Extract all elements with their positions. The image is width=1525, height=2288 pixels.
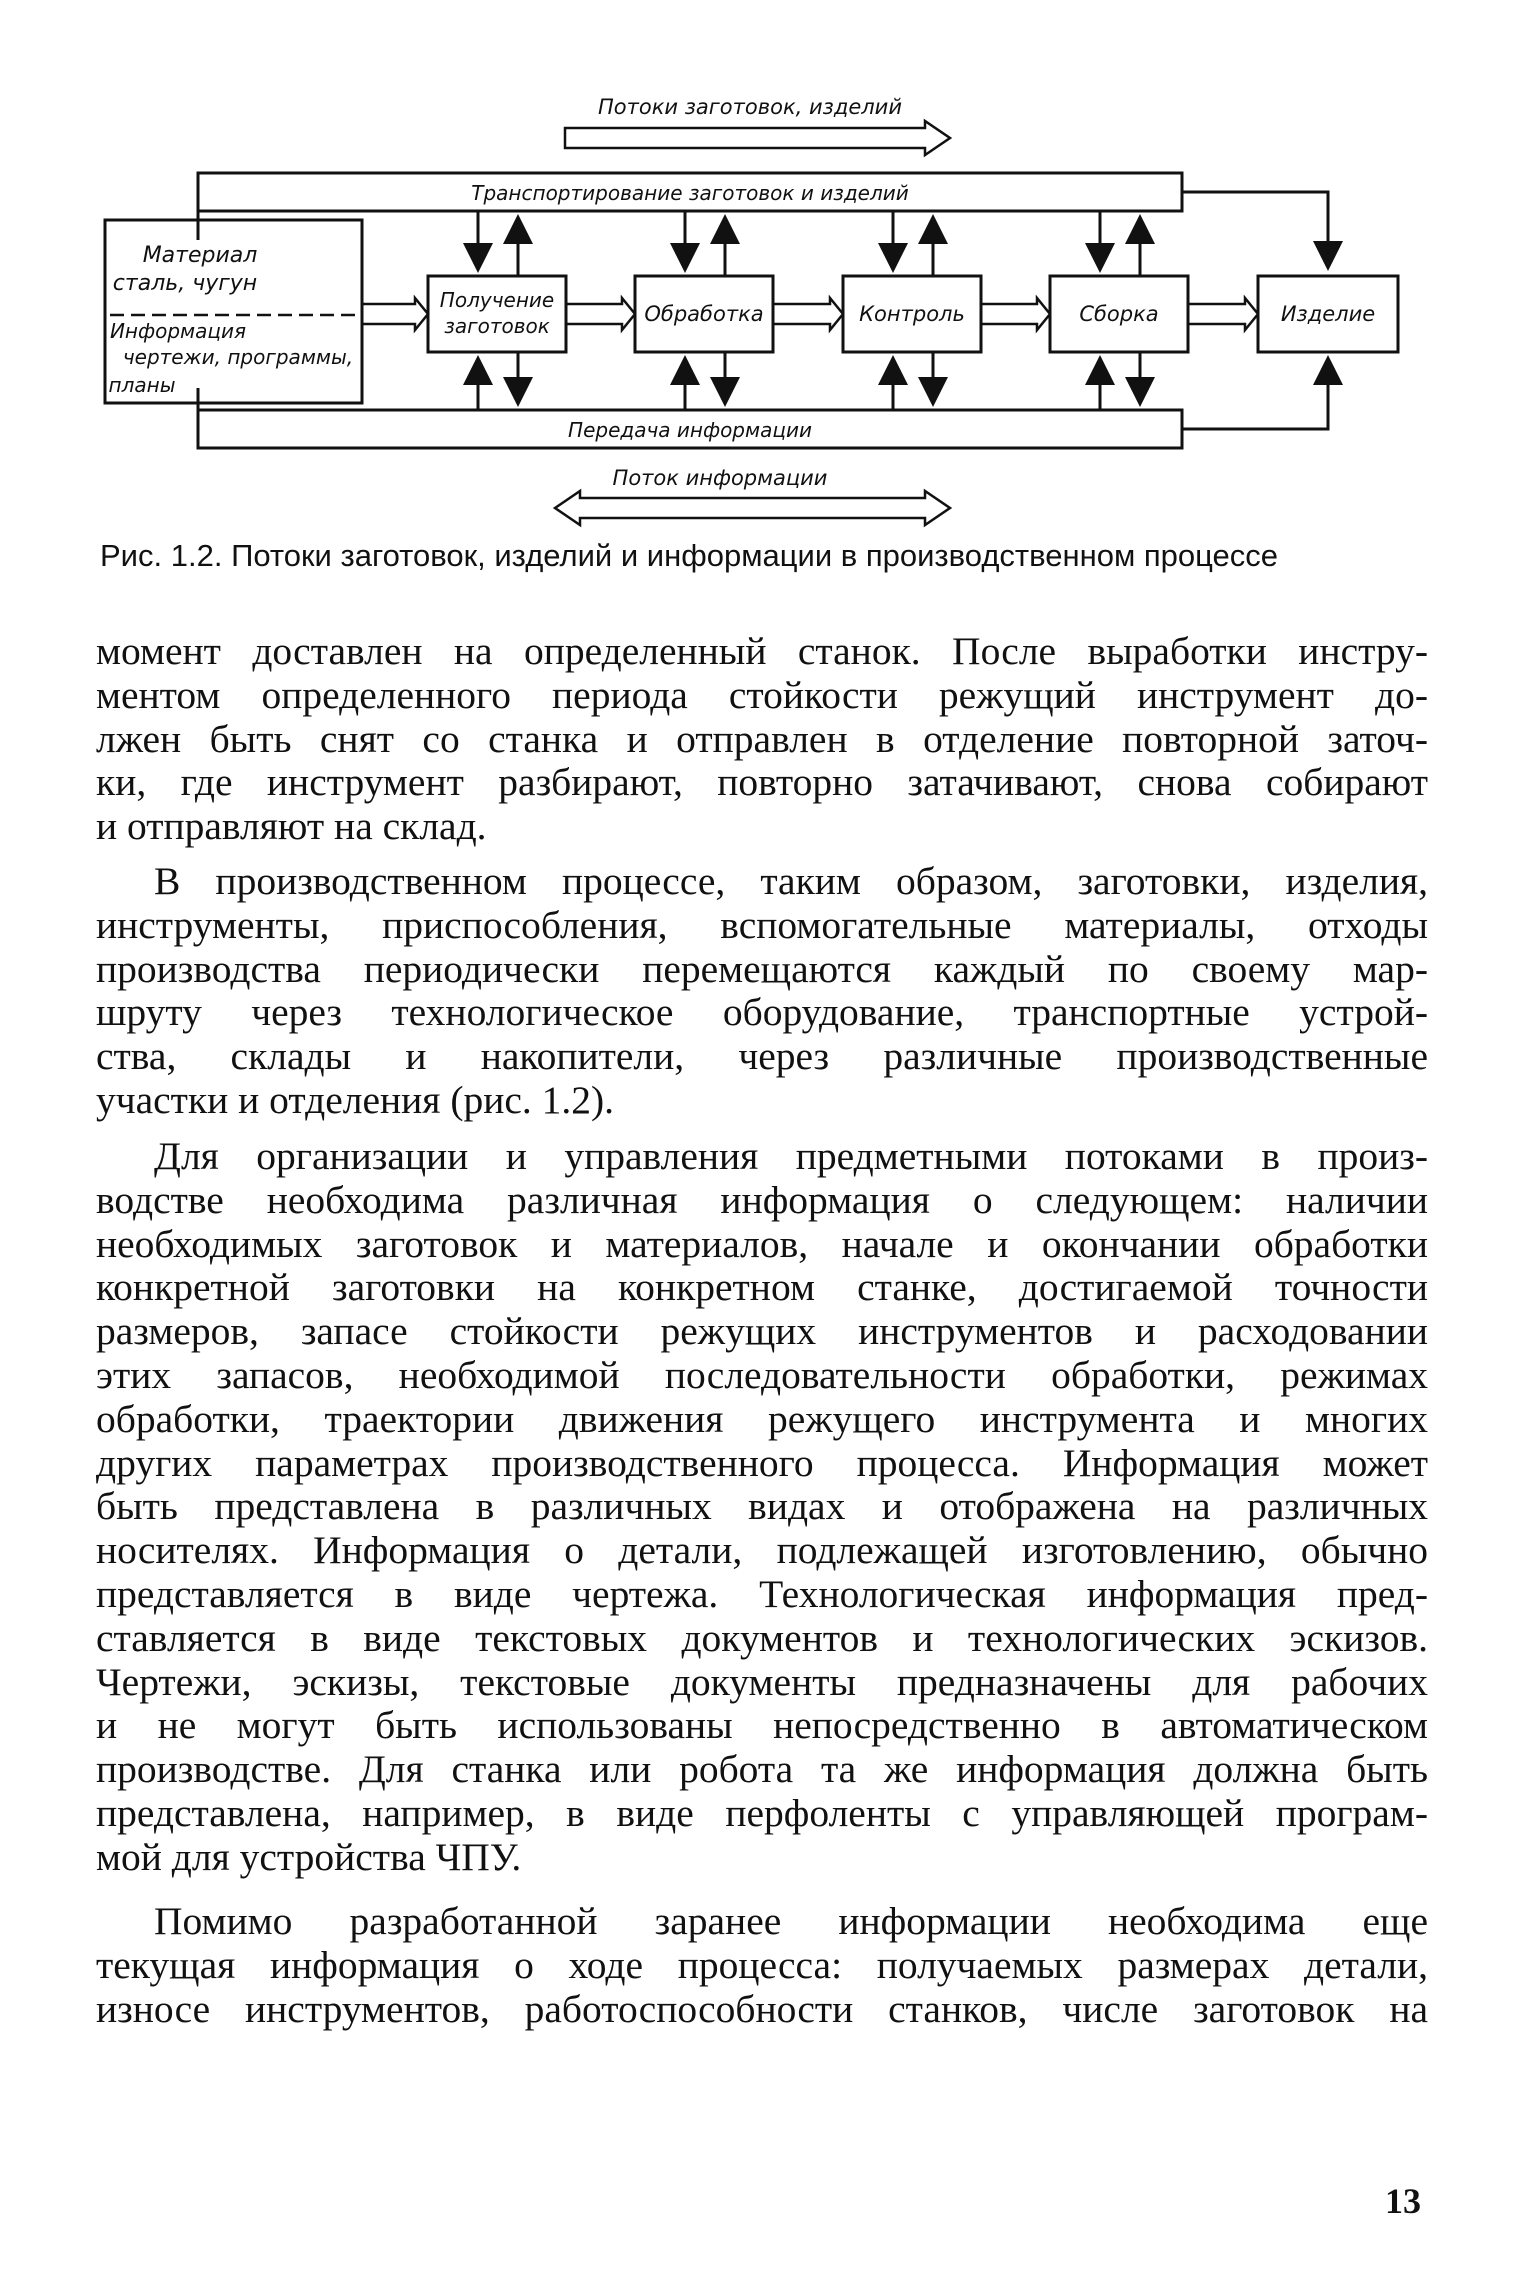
input-material-title: Материал: [142, 243, 258, 268]
text-line: носителях. Информация о детали, подлежащей изготовлению, обычно: [96, 1528, 1428, 1573]
transport-label: Транспортирование заготовок и изделий: [471, 181, 909, 205]
text-line: водстве необходима различная информация о следующем: наличии: [96, 1177, 1428, 1222]
text-line: необходимых заготовок и материалов, начале и окончании обработки: [96, 1221, 1428, 1266]
page-number: 13: [1385, 2181, 1421, 2221]
stage-label: Обработка: [644, 302, 764, 326]
caption-number: Рис. 1.2.: [100, 538, 223, 573]
stage-box-assembly: [1050, 276, 1188, 352]
stage-box-control: [843, 276, 981, 352]
stage-box-processing: [635, 276, 773, 352]
text-line: ставляется в виде текстовых документов и технологических эскизов.: [96, 1615, 1428, 1660]
input-material-detail: сталь, чугун: [112, 271, 258, 296]
stage-label: Контроль: [859, 302, 965, 326]
flow-diagram: [0, 0, 1525, 560]
text-line: момент доставлен на определенный станок. После выработки инстру-: [96, 629, 1428, 673]
text-line: участки и отделения (рис. 1.2).: [96, 1077, 615, 1122]
top-flow-label: Потоки заготовок, изделий: [598, 95, 902, 119]
bottom-flow-arrow: [555, 491, 950, 525]
text-line: этих запасов, необходимой последовательности обработки, режимах: [96, 1352, 1428, 1397]
text-line: производстве. Для станка или робота та же информация должна быть: [96, 1747, 1428, 1792]
stage-label: заготовок: [444, 314, 550, 338]
text-line: представлена, например, в виде перфоленты с управляющей програм-: [96, 1790, 1428, 1835]
input-info-plans: планы: [108, 373, 176, 397]
text-line: конкретной заготовки на конкретном станке, достигаемой точности: [96, 1265, 1428, 1310]
text-line: шруту через технологическое оборудование, транспортные устрой-: [96, 990, 1428, 1035]
vertical-arrows: [478, 211, 1140, 410]
stage-label: Изделие: [1280, 302, 1376, 326]
figure-caption: [100, 538, 1440, 574]
paragraph-3: [96, 1135, 1428, 1880]
text-line: быть представлена в различных видах и отображена на различных: [96, 1484, 1428, 1529]
input-info-title: Информация: [109, 319, 247, 343]
text-line: и отправляют на склад.: [96, 804, 487, 849]
caption-text: Потоки заготовок, изделий и информации в производственном процессе: [231, 538, 1279, 573]
top-flow-arrow: [565, 121, 950, 155]
text-line: лжен быть снят со станка и отправлен в отделение повторной заточ-: [96, 716, 1428, 761]
text-line: износе инструментов, работоспособности станков, числе заготовок на: [96, 1986, 1428, 2031]
paragraph-4: [96, 1900, 1428, 2031]
stage-box-receiving: [428, 276, 566, 352]
text-line: мой для устройства ЧПУ.: [96, 1834, 522, 1879]
stage-label: Получение: [439, 288, 555, 312]
transport-to-product-arrow: [1182, 192, 1328, 268]
stage-label: Сборка: [1079, 302, 1159, 326]
text-line: других параметрах производственного процесса. Информация может: [96, 1440, 1428, 1485]
info-transfer-label: Передача информации: [568, 418, 812, 442]
text-line: текущая информация о ходе процесса: получаемых размерах детали,: [96, 1942, 1428, 1987]
text-line: В производственном процессе, таким образом, заготовки, изделия,: [154, 859, 1428, 903]
text-line: и не могут быть использованы непосредственно в автоматическом: [96, 1703, 1428, 1748]
bottom-flow-label: Поток информации: [612, 466, 828, 490]
text-line: Для организации и управления предметными потоками в произ-: [154, 1134, 1428, 1178]
text-line: производства периодически перемещаются каждый по своему мар-: [96, 946, 1428, 991]
input-info-detail: чертежи, программы,: [122, 345, 354, 369]
text-line: Помимо разработанной заранее информации необходима еще: [154, 1899, 1428, 1943]
text-line: Чертежи, эскизы, текстовые документы предназначены для рабочих: [96, 1659, 1428, 1704]
stage-box-product: [1258, 276, 1398, 352]
input-box: [105, 220, 362, 403]
paragraph-2: [96, 860, 1428, 1123]
text-line: ства, склады и накопители, через различные производственные: [96, 1034, 1428, 1079]
text-line: представляется в виде чертежа. Технологическая информация пред-: [96, 1571, 1428, 1616]
text-line: ментом определенного периода стойкости режущий инструмент до-: [96, 672, 1428, 717]
text-line: инструменты, приспособления, вспомогательные материалы, отходы: [96, 902, 1428, 947]
text-line: обработки, траектории движения режущего инструмента и многих: [96, 1396, 1428, 1441]
paragraph-1: [96, 630, 1428, 849]
text-line: размеров, запасе стойкости режущих инструментов и расходовании: [96, 1309, 1428, 1354]
text-line: ки, где инструмент разбирают, повторно затачивают, снова собирают: [96, 760, 1428, 805]
info-to-product-arrow: [1182, 358, 1328, 429]
